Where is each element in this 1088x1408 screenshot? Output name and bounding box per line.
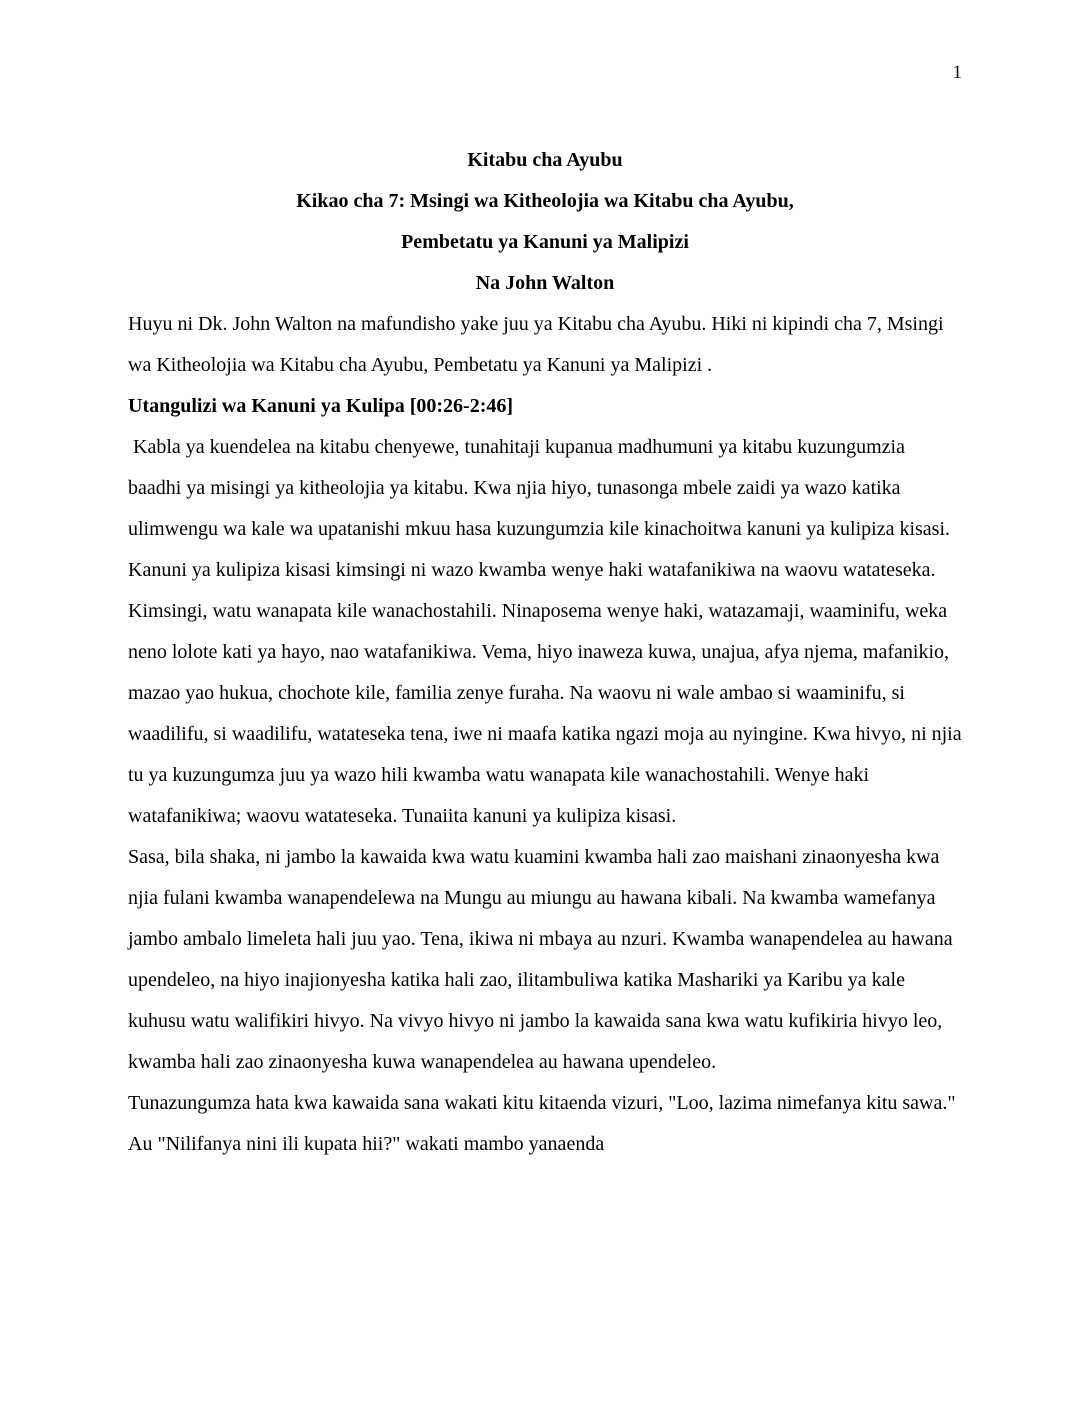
title-line: Kikao cha 7: Msingi wa Kitheolojia wa Kitabu cha Ayubu, xyxy=(296,190,794,212)
section-heading: Utangulizi wa Kanuni ya Kulipa [00:26-2:46] xyxy=(128,395,514,417)
title-line: Pembetatu ya Kanuni ya Malipizi xyxy=(401,231,689,253)
body-paragraph: Tunazungumza hata kwa kawaida sana wakati kitu kitaenda vizuri, "Loo, lazima nimefanya kitu sawa." Au "Nilifanya nini ili kupata hii?" wakati mambo yanaenda xyxy=(128,1092,960,1155)
document-title-block xyxy=(128,140,962,304)
page-number: 1 xyxy=(952,62,962,83)
document-content xyxy=(128,140,967,1165)
body-paragraph: Sasa, bila shaka, ni jambo la kawaida kwa watu kuamini kwamba hali zao maishani zinaonyesha kwa njia fulani kwamba wanapendelewa na Mungu au miungu au hawana kibali. Na kwamba wamefanya jambo ambalo limeleta hali juu yao. Tena, ikiwa ni mbaya au nzuri. Kwamba wanapendelea au hawana upendeleo, na hiyo inajionyesha katika hali zao, ilitambuliwa katika Mashariki ya Karibu ya kale kuhusu watu walifikiri hivyo. Na vivyo hivyo ni jambo la kawaida sana kwa watu kufikiria hivyo leo, kwamba hali zao zinaonyesha kuwa wanapendelea au hawana upendeleo. xyxy=(128,846,958,1073)
document-body xyxy=(128,304,967,1165)
title-line: Kitabu cha Ayubu xyxy=(467,149,623,171)
body-paragraph: Huyu ni Dk. John Walton na mafundisho yake juu ya Kitabu cha Ayubu. Hiki ni kipindi cha 7, Msingi wa Kitheolojia wa Kitabu cha Ayubu, Pembetatu ya Kanuni ya Malipizi . xyxy=(128,313,949,376)
body-paragraph: Kabla ya kuendelea na kitabu chenyewe, tunahitaji kupanua madhumuni ya kitabu kuzungumzia baadhi ya misingi ya kitheolojia ya kitabu. Kwa njia hiyo, tunasonga mbele zaidi ya wazo katika ulimwengu wa kale wa upatanishi mkuu hasa kuzungumzia kile kinachoitwa kanuni ya kulipiza kisasi. Kanuni ya kulipiza kisasi kimsingi ni wazo kwamba wenye haki watafanikiwa na waovu watateseka. Kimsingi, watu wanapata kile wanachostahili. Ninaposema wenye haki, watazamaji, waaminifu, weka neno lolote kati ya hayo, nao watafanikiwa. Vema, hiyo inaweza kuwa, unajua, afya njema, mafanikio, mazao yao hukua, chochote kile, familia zenye furaha. Na waovu ni wale ambao si waaminifu, si waadilifu, si waadilifu, watateseka tena, iwe ni maafa katika ngazi moja au nyingine. Kwa hivyo, ni njia tu ya kuzungumza juu ya wazo hili kwamba watu wanapata kile wanachostahili. Wenye haki watafanikiwa; waovu watateseka. Tunaiita kanuni ya kulipiza kisasi. xyxy=(128,436,967,827)
title-line: Na John Walton xyxy=(475,272,615,294)
